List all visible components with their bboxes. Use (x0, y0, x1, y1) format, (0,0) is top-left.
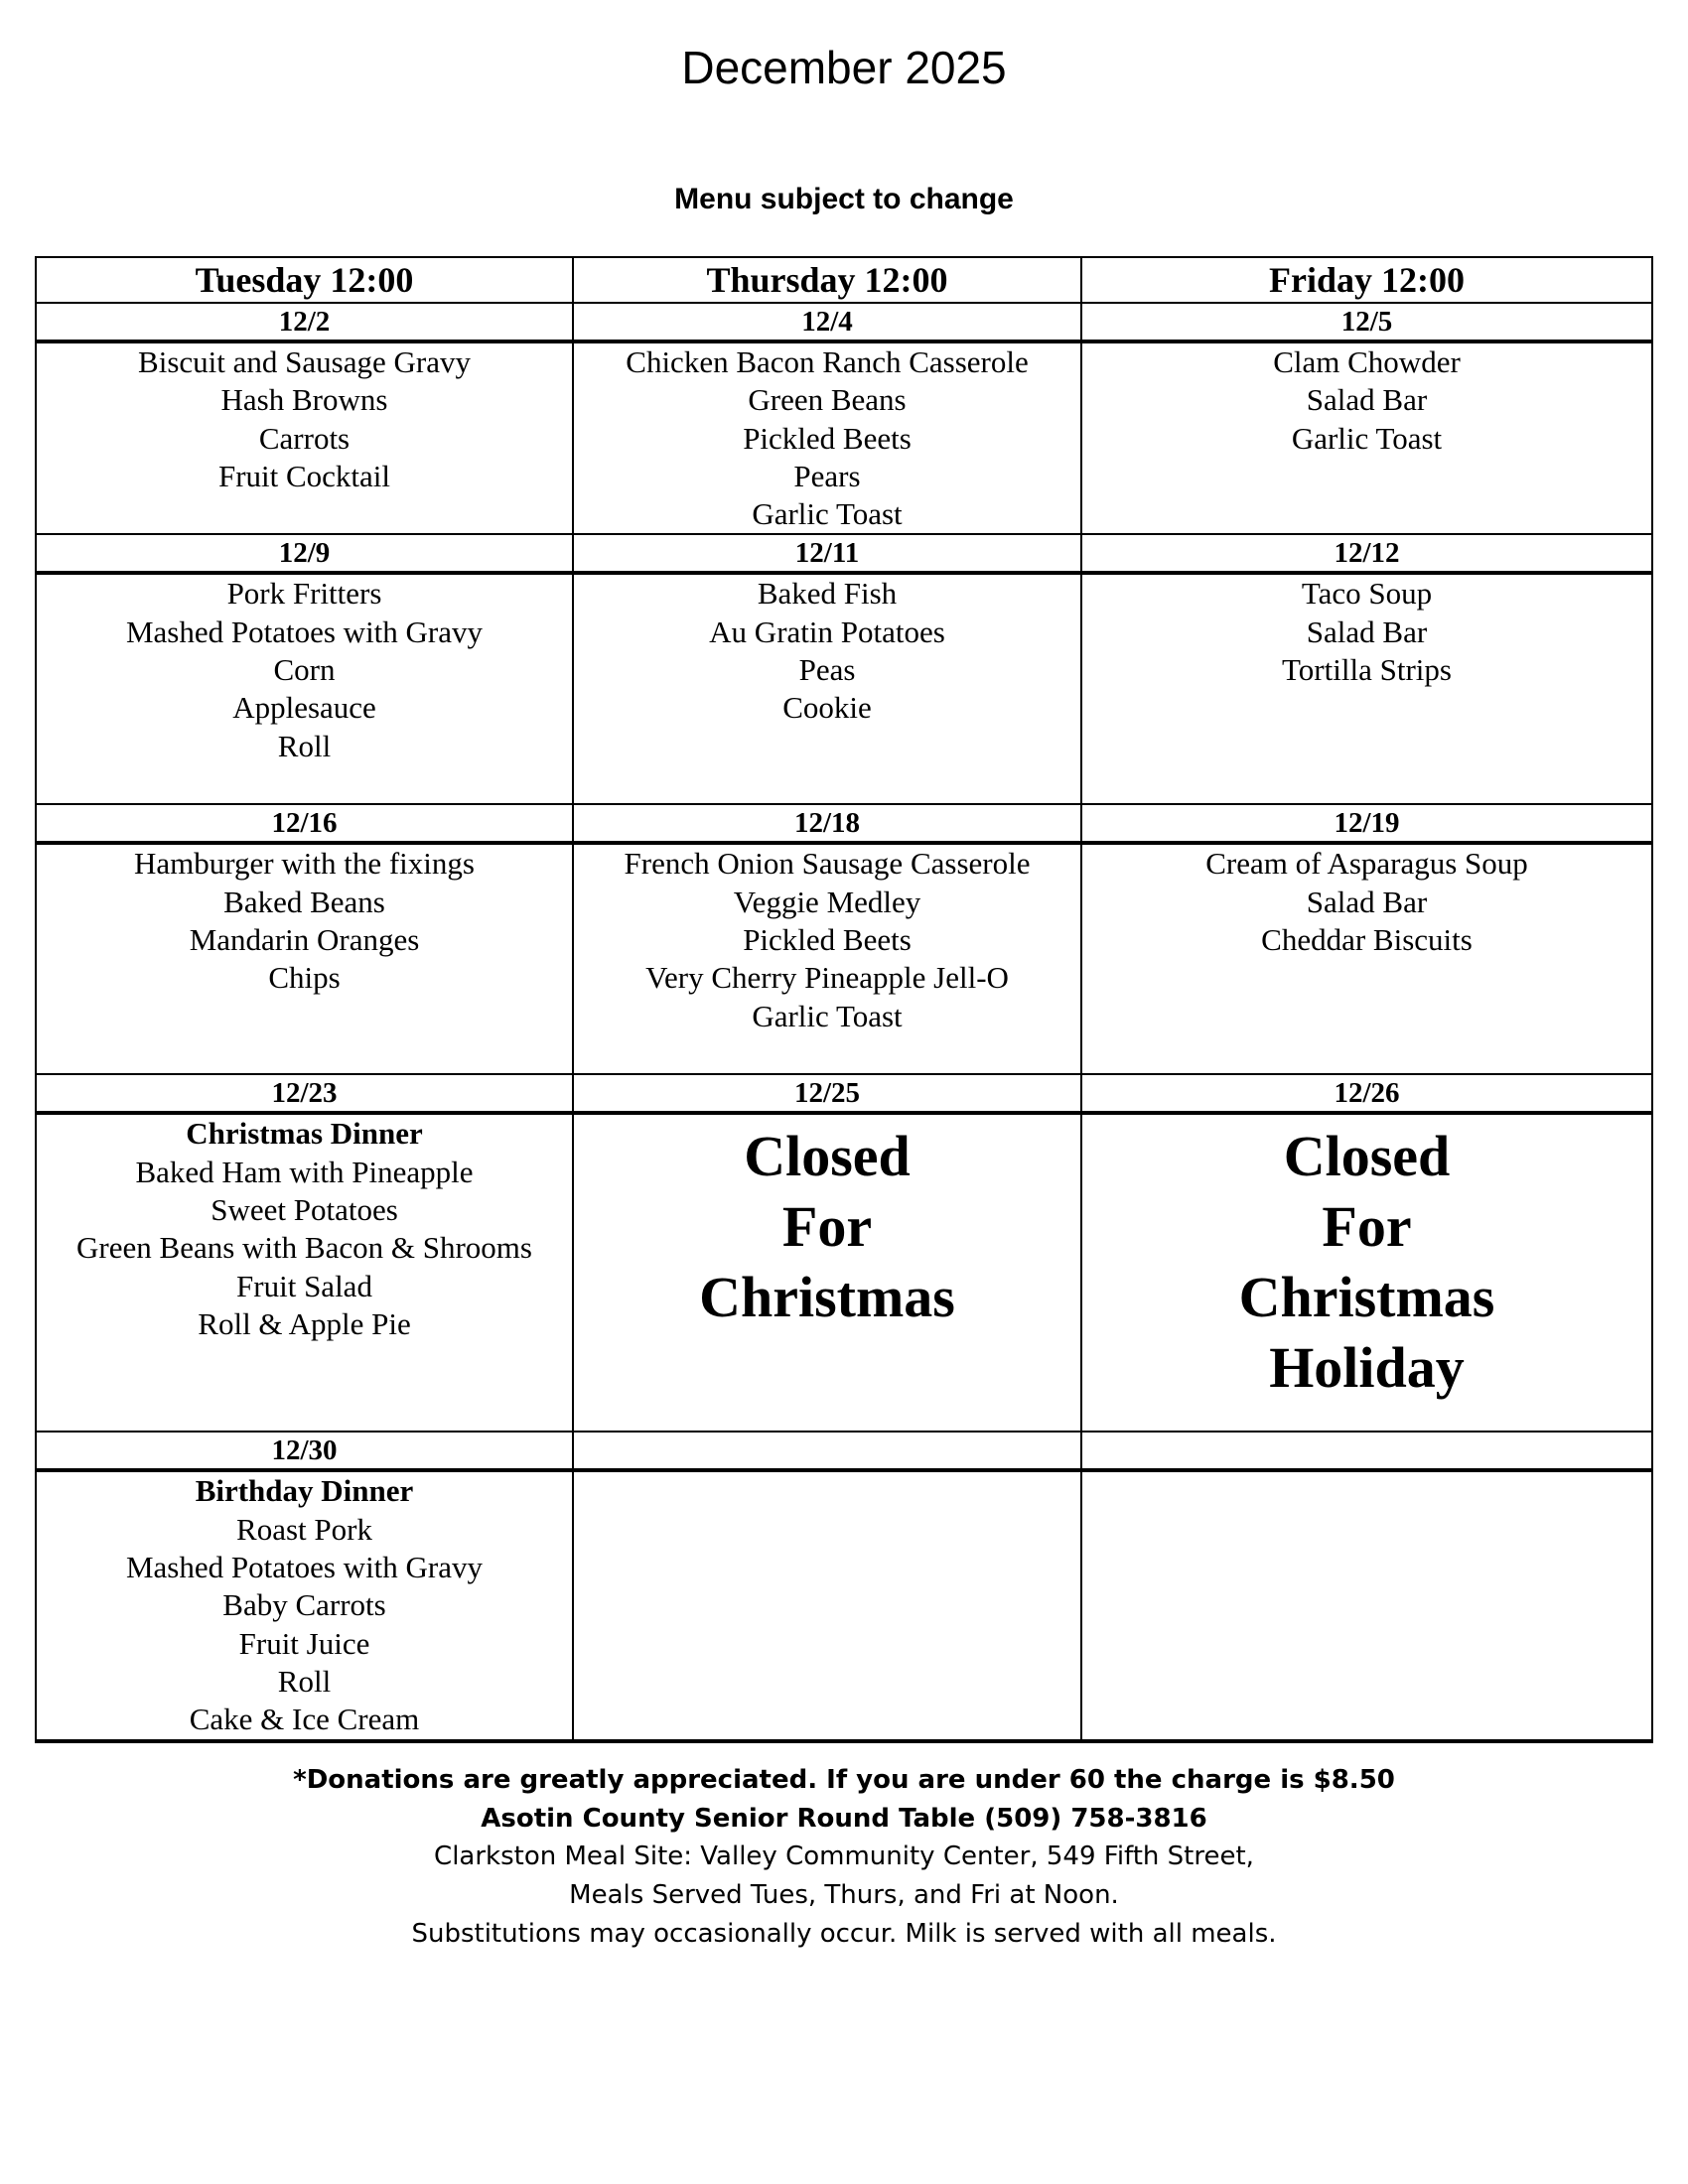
menu-item: Cream of Asparagus Soup (1205, 846, 1528, 882)
date-cell: 12/30 (36, 1432, 573, 1470)
meal-row (36, 843, 1652, 1074)
day-header-friday: Friday 12:00 (1081, 257, 1652, 303)
menu-item: Fruit Cocktail (217, 458, 391, 493)
closed-line: Christmas (699, 1265, 955, 1330)
menu-item: Pickled Beets (743, 420, 912, 456)
meal-cell (36, 573, 573, 804)
date-cell: 12/16 (36, 804, 573, 843)
menu-item: Baby Carrots (222, 1587, 386, 1623)
date-cell: 12/4 (573, 303, 1081, 341)
date-cell: 12/12 (1081, 534, 1652, 573)
meal-hours: Meals Served Tues, Thurs, and Fri at Noon. (569, 1880, 1119, 1911)
menu-item: Applesauce (232, 690, 376, 726)
meal-row (36, 1113, 1652, 1432)
menu-item: Hamburger with the fixings (134, 846, 475, 882)
menu-item: Au Gratin Potatoes (709, 614, 945, 649)
day-header-tuesday: Tuesday 12:00 (36, 257, 573, 303)
menu-item: Salad Bar (1306, 614, 1428, 649)
meal-cell (1081, 843, 1652, 1074)
meal-cell (1081, 341, 1652, 534)
menu-item: Biscuit and Sausage Gravy (138, 344, 471, 379)
date-cell: 12/2 (36, 303, 573, 341)
menu-item: Sweet Potatoes (211, 1192, 398, 1228)
day-header-row (36, 257, 1652, 303)
meal-cell (573, 843, 1081, 1074)
meal-cell (1081, 1113, 1652, 1432)
closed-line: Closed (1283, 1124, 1451, 1189)
menu-item: Veggie Medley (733, 884, 921, 919)
date-row (36, 534, 1652, 573)
meal-cell (36, 1113, 573, 1432)
closed-line: For (781, 1194, 873, 1260)
date-row (36, 1432, 1652, 1470)
menu-item: Pears (793, 458, 861, 493)
meal-cell (573, 573, 1081, 804)
menu-item: Mashed Potatoes with Gravy (125, 1550, 484, 1585)
menu-item: Green Beans with Bacon & Shrooms (76, 1230, 532, 1266)
date-cell: 12/11 (573, 534, 1081, 573)
menu-item: Clam Chowder (1273, 344, 1461, 379)
menu-item: Hash Browns (220, 382, 388, 418)
menu-item: Baked Fish (757, 576, 898, 612)
menu-item: Mandarin Oranges (189, 922, 420, 958)
menu-item: Cheddar Biscuits (1261, 922, 1473, 958)
menu-item: Garlic Toast (752, 998, 903, 1033)
menu-item: Salad Bar (1306, 382, 1428, 418)
menu-item: French Onion Sausage Casserole (624, 846, 1031, 882)
menu-item: Tortilla Strips (1282, 652, 1452, 688)
closed-line: Holiday (1269, 1335, 1465, 1401)
menu-item: Garlic Toast (1291, 420, 1443, 456)
meal-row (36, 341, 1652, 534)
menu-item: Mashed Potatoes with Gravy (125, 614, 484, 649)
date-row (36, 804, 1652, 843)
meal-cell (573, 341, 1081, 534)
meal-row (36, 573, 1652, 804)
meal-site-address: Clarkston Meal Site: Valley Community Center, 549 Fifth Street, (434, 1842, 1254, 1872)
date-cell: 12/18 (573, 804, 1081, 843)
closed-line: Closed (744, 1124, 911, 1189)
menu-item: Pork Fritters (226, 576, 382, 612)
empty-meal-cell (573, 1470, 1081, 1740)
date-cell: 12/25 (573, 1074, 1081, 1113)
date-row (36, 303, 1652, 341)
closed-notice (574, 1115, 1080, 1332)
date-cell (1081, 1432, 1652, 1470)
menu-item: Roll & Apple Pie (198, 1305, 411, 1341)
menu-table (35, 256, 1653, 1743)
date-row (36, 1074, 1652, 1113)
closed-line: Christmas (1238, 1265, 1495, 1330)
menu-item: Corn (273, 652, 336, 688)
menu-item: Peas (798, 652, 856, 688)
menu-item: Taco Soup (1301, 576, 1433, 612)
footer (0, 1761, 1688, 1954)
menu-item: Green Beans (748, 382, 907, 418)
menu-item: Chicken Bacon Ranch Casserole (626, 344, 1029, 379)
special-meal-title: Christmas Dinner (186, 1116, 423, 1152)
menu-item: Fruit Salad (236, 1268, 372, 1303)
closed-notice (1082, 1115, 1651, 1403)
empty-meal-cell (1081, 1470, 1652, 1740)
date-cell: 12/26 (1081, 1074, 1652, 1113)
menu-item: Very Cherry Pineapple Jell-O (645, 960, 1009, 996)
menu-item: Cake & Ice Cream (189, 1702, 420, 1737)
meal-row (36, 1470, 1652, 1740)
menu-item: Garlic Toast (752, 496, 903, 532)
menu-item: Roll (277, 1663, 332, 1699)
date-cell: 12/23 (36, 1074, 573, 1113)
date-cell: 12/5 (1081, 303, 1652, 341)
menu-item: Baked Beans (223, 884, 385, 919)
page-title: December 2025 (681, 42, 1007, 93)
meal-cell (573, 1113, 1081, 1432)
closed-line: For (1322, 1194, 1412, 1260)
date-cell: 12/9 (36, 534, 573, 573)
donations-note: *Donations are greatly appreciated. If you are under 60 the charge is $8.50 (293, 1765, 1395, 1795)
menu-item: Cookie (782, 690, 872, 726)
organization-contact: Asotin County Senior Round Table (509) 758-3816 (481, 1803, 1207, 1834)
meal-cell (36, 843, 573, 1074)
menu-item: Roll (277, 728, 332, 763)
menu-item: Carrots (258, 420, 351, 456)
page-subtitle: Menu subject to change (674, 183, 1014, 215)
meal-cell (36, 1470, 573, 1740)
day-header-thursday: Thursday 12:00 (573, 257, 1081, 303)
menu-item: Chips (268, 960, 341, 996)
menu-item: Baked Ham with Pineapple (135, 1154, 474, 1189)
date-cell (573, 1432, 1081, 1470)
menu-item: Pickled Beets (743, 922, 912, 958)
menu-item: Fruit Juice (238, 1625, 370, 1661)
menu-item: Roast Pork (236, 1511, 372, 1547)
special-meal-title: Birthday Dinner (195, 1473, 414, 1509)
meal-cell (1081, 573, 1652, 804)
date-cell: 12/19 (1081, 804, 1652, 843)
meal-cell (36, 341, 573, 534)
substitution-note: Substitutions may occasionally occur. Milk is served with all meals. (411, 1918, 1277, 1949)
menu-item: Salad Bar (1306, 884, 1428, 919)
